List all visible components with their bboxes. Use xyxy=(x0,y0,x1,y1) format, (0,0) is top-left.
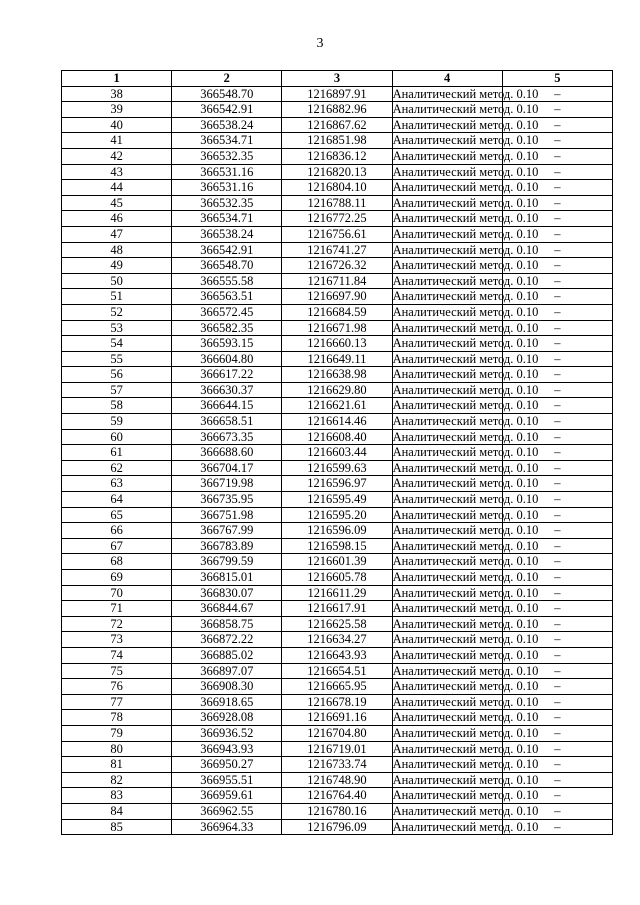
point-number-cell: 54 xyxy=(62,336,172,352)
method-cell: Аналитический метод. 0.10 xyxy=(392,414,539,429)
method-cell: Аналитический метод. 0.10 xyxy=(392,772,539,787)
table-row xyxy=(62,429,613,445)
table-row xyxy=(62,819,613,835)
x-coordinate-cell: 366751.98 xyxy=(172,507,282,523)
point-number-cell: 42 xyxy=(62,148,172,164)
method-cell: Аналитический метод. 0.10 xyxy=(392,507,539,522)
method-cell: Аналитический метод. 0.10 xyxy=(392,195,539,210)
table-row xyxy=(62,117,613,133)
note-cell: – xyxy=(502,694,612,710)
method-cell: Аналитический метод. 0.10 xyxy=(392,460,539,475)
table-row xyxy=(62,601,613,617)
note-cell: – xyxy=(502,117,612,133)
y-coordinate-cell: 1216867.62 xyxy=(282,117,392,133)
x-coordinate-cell: 366531.16 xyxy=(172,164,282,180)
table-row xyxy=(62,679,613,695)
note-cell: – xyxy=(502,460,612,476)
table-row xyxy=(62,616,613,632)
note-cell: – xyxy=(502,195,612,211)
x-coordinate-cell: 366604.80 xyxy=(172,351,282,367)
note-cell: – xyxy=(502,663,612,679)
table-header-row xyxy=(62,71,613,87)
x-coordinate-cell: 366538.24 xyxy=(172,117,282,133)
y-coordinate-cell: 1216665.95 xyxy=(282,679,392,695)
note-cell: – xyxy=(502,788,612,804)
y-coordinate-cell: 1216605.78 xyxy=(282,570,392,586)
y-coordinate-cell: 1216711.84 xyxy=(282,273,392,289)
note-cell: – xyxy=(502,819,612,835)
table-row xyxy=(62,741,613,757)
x-coordinate-cell: 366858.75 xyxy=(172,616,282,632)
point-number-cell: 81 xyxy=(62,757,172,773)
point-number-cell: 52 xyxy=(62,304,172,320)
table-row xyxy=(62,351,613,367)
method-cell: Аналитический метод. 0.10 xyxy=(392,741,539,756)
table-row xyxy=(62,382,613,398)
note-cell: – xyxy=(502,523,612,539)
page-number: 3 xyxy=(316,36,324,51)
column-header-1: 1 xyxy=(62,71,172,87)
table-row xyxy=(62,663,613,679)
point-number-cell: 48 xyxy=(62,242,172,258)
method-cell: Аналитический метод. 0.10 xyxy=(392,632,539,647)
x-coordinate-cell: 366928.08 xyxy=(172,710,282,726)
point-number-cell: 43 xyxy=(62,164,172,180)
note-cell: – xyxy=(502,647,612,663)
x-coordinate-cell: 366962.55 xyxy=(172,803,282,819)
table-row xyxy=(62,211,613,227)
table-row xyxy=(62,180,613,196)
table-row xyxy=(62,538,613,554)
table-body xyxy=(62,86,613,835)
point-number-cell: 68 xyxy=(62,554,172,570)
method-cell: Аналитический метод. 0.10 xyxy=(392,725,539,740)
y-coordinate-cell: 1216603.44 xyxy=(282,445,392,461)
method-cell: Аналитический метод. 0.10 xyxy=(392,585,539,600)
method-cell: Аналитический метод. 0.10 xyxy=(392,382,539,397)
point-number-cell: 47 xyxy=(62,226,172,242)
note-cell: – xyxy=(502,772,612,788)
y-coordinate-cell: 1216691.16 xyxy=(282,710,392,726)
point-number-cell: 59 xyxy=(62,414,172,430)
method-cell: Аналитический метод. 0.10 xyxy=(392,476,539,491)
note-cell: – xyxy=(502,757,612,773)
y-coordinate-cell: 1216629.80 xyxy=(282,382,392,398)
point-number-cell: 44 xyxy=(62,180,172,196)
table-row xyxy=(62,336,613,352)
point-number-cell: 39 xyxy=(62,102,172,118)
method-cell: Аналитический метод. 0.10 xyxy=(392,367,539,382)
x-coordinate-cell: 366548.70 xyxy=(172,258,282,274)
x-coordinate-cell: 366815.01 xyxy=(172,570,282,586)
y-coordinate-cell: 1216649.11 xyxy=(282,351,392,367)
table-row xyxy=(62,398,613,414)
y-coordinate-cell: 1216851.98 xyxy=(282,133,392,149)
point-number-cell: 76 xyxy=(62,679,172,695)
x-coordinate-cell: 366897.07 xyxy=(172,663,282,679)
table-row xyxy=(62,788,613,804)
method-cell: Аналитический метод. 0.10 xyxy=(392,429,539,444)
method-cell: Аналитический метод. 0.10 xyxy=(392,492,539,507)
point-number-cell: 66 xyxy=(62,523,172,539)
point-number-cell: 79 xyxy=(62,725,172,741)
point-number-cell: 74 xyxy=(62,647,172,663)
x-coordinate-cell: 366783.89 xyxy=(172,538,282,554)
note-cell: – xyxy=(502,351,612,367)
x-coordinate-cell: 366950.27 xyxy=(172,757,282,773)
point-number-cell: 58 xyxy=(62,398,172,414)
y-coordinate-cell: 1216599.63 xyxy=(282,460,392,476)
x-coordinate-cell: 366885.02 xyxy=(172,647,282,663)
table-row xyxy=(62,803,613,819)
table-row xyxy=(62,507,613,523)
table-row xyxy=(62,367,613,383)
note-cell: – xyxy=(502,538,612,554)
x-coordinate-cell: 366644.15 xyxy=(172,398,282,414)
y-coordinate-cell: 1216614.46 xyxy=(282,414,392,430)
point-number-cell: 75 xyxy=(62,663,172,679)
method-cell: Аналитический метод. 0.10 xyxy=(392,757,539,772)
table-row xyxy=(62,273,613,289)
point-number-cell: 78 xyxy=(62,710,172,726)
table-row xyxy=(62,148,613,164)
method-cell: Аналитический метод. 0.10 xyxy=(392,523,539,538)
point-number-cell: 65 xyxy=(62,507,172,523)
note-cell: – xyxy=(502,585,612,601)
point-number-cell: 72 xyxy=(62,616,172,632)
table-row xyxy=(62,289,613,305)
method-cell: Аналитический метод. 0.10 xyxy=(392,694,539,709)
method-cell: Аналитический метод. 0.10 xyxy=(392,242,539,257)
table-row xyxy=(62,710,613,726)
method-cell: Аналитический метод. 0.10 xyxy=(392,538,539,553)
note-cell: – xyxy=(502,320,612,336)
note-cell: – xyxy=(502,445,612,461)
note-cell: – xyxy=(502,273,612,289)
x-coordinate-cell: 366538.24 xyxy=(172,226,282,242)
point-number-cell: 84 xyxy=(62,803,172,819)
y-coordinate-cell: 1216638.98 xyxy=(282,367,392,383)
method-cell: Аналитический метод. 0.10 xyxy=(392,445,539,460)
note-cell: – xyxy=(502,226,612,242)
x-coordinate-cell: 366943.93 xyxy=(172,741,282,757)
x-coordinate-cell: 366964.33 xyxy=(172,819,282,835)
point-number-cell: 64 xyxy=(62,492,172,508)
y-coordinate-cell: 1216596.97 xyxy=(282,476,392,492)
method-cell: Аналитический метод. 0.10 xyxy=(392,102,539,117)
point-number-cell: 73 xyxy=(62,632,172,648)
table-row xyxy=(62,304,613,320)
y-coordinate-cell: 1216596.09 xyxy=(282,523,392,539)
x-coordinate-cell: 366531.16 xyxy=(172,180,282,196)
note-cell: – xyxy=(502,616,612,632)
method-cell: Аналитический метод. 0.10 xyxy=(392,180,539,195)
point-number-cell: 45 xyxy=(62,195,172,211)
x-coordinate-cell: 366593.15 xyxy=(172,336,282,352)
note-cell: – xyxy=(502,148,612,164)
table-row xyxy=(62,694,613,710)
point-number-cell: 60 xyxy=(62,429,172,445)
x-coordinate-cell: 366534.71 xyxy=(172,133,282,149)
y-coordinate-cell: 1216643.93 xyxy=(282,647,392,663)
method-cell: Аналитический метод. 0.10 xyxy=(392,803,539,818)
method-cell: Аналитический метод. 0.10 xyxy=(392,351,539,366)
table-row xyxy=(62,226,613,242)
table-row xyxy=(62,725,613,741)
note-cell: – xyxy=(502,211,612,227)
table-row xyxy=(62,492,613,508)
method-cell: Аналитический метод. 0.10 xyxy=(392,86,539,101)
table-row xyxy=(62,554,613,570)
column-header-3: 3 xyxy=(282,71,392,87)
x-coordinate-cell: 366630.37 xyxy=(172,382,282,398)
y-coordinate-cell: 1216804.10 xyxy=(282,180,392,196)
y-coordinate-cell: 1216601.39 xyxy=(282,554,392,570)
x-coordinate-cell: 366688.60 xyxy=(172,445,282,461)
y-coordinate-cell: 1216741.27 xyxy=(282,242,392,258)
x-coordinate-cell: 366955.51 xyxy=(172,772,282,788)
x-coordinate-cell: 366767.99 xyxy=(172,523,282,539)
note-cell: – xyxy=(502,398,612,414)
y-coordinate-cell: 1216772.25 xyxy=(282,211,392,227)
y-coordinate-cell: 1216611.29 xyxy=(282,585,392,601)
point-number-cell: 38 xyxy=(62,86,172,102)
table-row xyxy=(62,133,613,149)
column-header-2: 2 xyxy=(172,71,282,87)
note-cell: – xyxy=(502,382,612,398)
x-coordinate-cell: 366844.67 xyxy=(172,601,282,617)
note-cell: – xyxy=(502,554,612,570)
point-number-cell: 62 xyxy=(62,460,172,476)
point-number-cell: 61 xyxy=(62,445,172,461)
point-number-cell: 50 xyxy=(62,273,172,289)
point-number-cell: 83 xyxy=(62,788,172,804)
column-header-4: 4 xyxy=(392,71,502,87)
x-coordinate-cell: 366918.65 xyxy=(172,694,282,710)
note-cell: – xyxy=(502,258,612,274)
point-number-cell: 40 xyxy=(62,117,172,133)
method-cell: Аналитический метод. 0.10 xyxy=(392,117,539,132)
x-coordinate-cell: 366563.51 xyxy=(172,289,282,305)
table-row xyxy=(62,86,613,102)
method-cell: Аналитический метод. 0.10 xyxy=(392,211,539,226)
x-coordinate-cell: 366673.35 xyxy=(172,429,282,445)
note-cell: – xyxy=(502,803,612,819)
x-coordinate-cell: 366532.35 xyxy=(172,148,282,164)
method-cell: Аналитический метод. 0.10 xyxy=(392,679,539,694)
point-number-cell: 55 xyxy=(62,351,172,367)
point-number-cell: 85 xyxy=(62,819,172,835)
method-cell: Аналитический метод. 0.10 xyxy=(392,226,539,241)
method-cell: Аналитический метод. 0.10 xyxy=(392,647,539,662)
x-coordinate-cell: 366548.70 xyxy=(172,86,282,102)
point-number-cell: 80 xyxy=(62,741,172,757)
method-cell: Аналитический метод. 0.10 xyxy=(392,601,539,616)
table-row xyxy=(62,164,613,180)
y-coordinate-cell: 1216733.74 xyxy=(282,757,392,773)
note-cell: – xyxy=(502,741,612,757)
point-number-cell: 70 xyxy=(62,585,172,601)
y-coordinate-cell: 1216820.13 xyxy=(282,164,392,180)
table-row xyxy=(62,757,613,773)
note-cell: – xyxy=(502,304,612,320)
y-coordinate-cell: 1216671.98 xyxy=(282,320,392,336)
point-number-cell: 49 xyxy=(62,258,172,274)
x-coordinate-cell: 366799.59 xyxy=(172,554,282,570)
note-cell: – xyxy=(502,570,612,586)
note-cell: – xyxy=(502,164,612,180)
y-coordinate-cell: 1216756.61 xyxy=(282,226,392,242)
y-coordinate-cell: 1216788.11 xyxy=(282,195,392,211)
method-cell: Аналитический метод. 0.10 xyxy=(392,320,539,335)
y-coordinate-cell: 1216704.80 xyxy=(282,725,392,741)
point-number-cell: 71 xyxy=(62,601,172,617)
note-cell: – xyxy=(502,601,612,617)
y-coordinate-cell: 1216726.32 xyxy=(282,258,392,274)
table-row xyxy=(62,647,613,663)
note-cell: – xyxy=(502,679,612,695)
note-cell: – xyxy=(502,367,612,383)
note-cell: – xyxy=(502,429,612,445)
table-row xyxy=(62,585,613,601)
x-coordinate-cell: 366617.22 xyxy=(172,367,282,383)
table-row xyxy=(62,476,613,492)
x-coordinate-cell: 366534.71 xyxy=(172,211,282,227)
table-row xyxy=(62,414,613,430)
note-cell: – xyxy=(502,492,612,508)
y-coordinate-cell: 1216748.90 xyxy=(282,772,392,788)
y-coordinate-cell: 1216719.01 xyxy=(282,741,392,757)
y-coordinate-cell: 1216625.58 xyxy=(282,616,392,632)
table-row xyxy=(62,632,613,648)
method-cell: Аналитический метод. 0.10 xyxy=(392,663,539,678)
x-coordinate-cell: 366830.07 xyxy=(172,585,282,601)
x-coordinate-cell: 366658.51 xyxy=(172,414,282,430)
y-coordinate-cell: 1216621.61 xyxy=(282,398,392,414)
x-coordinate-cell: 366704.17 xyxy=(172,460,282,476)
method-cell: Аналитический метод. 0.10 xyxy=(392,570,539,584)
method-cell: Аналитический метод. 0.10 xyxy=(392,304,539,319)
method-cell: Аналитический метод. 0.10 xyxy=(392,273,539,288)
x-coordinate-cell: 366572.45 xyxy=(172,304,282,320)
point-number-cell: 57 xyxy=(62,382,172,398)
method-cell: Аналитический метод. 0.10 xyxy=(392,164,539,179)
column-header-5: 5 xyxy=(502,71,612,87)
y-coordinate-cell: 1216780.16 xyxy=(282,803,392,819)
table-row xyxy=(62,320,613,336)
method-cell: Аналитический метод. 0.10 xyxy=(392,289,539,304)
method-cell: Аналитический метод. 0.10 xyxy=(392,616,539,631)
x-coordinate-cell: 366719.98 xyxy=(172,476,282,492)
method-cell: Аналитический метод. 0.10 xyxy=(392,133,539,148)
x-coordinate-cell: 366582.35 xyxy=(172,320,282,336)
y-coordinate-cell: 1216660.13 xyxy=(282,336,392,352)
note-cell: – xyxy=(502,133,612,149)
point-number-cell: 63 xyxy=(62,476,172,492)
x-coordinate-cell: 366532.35 xyxy=(172,195,282,211)
x-coordinate-cell: 366735.95 xyxy=(172,492,282,508)
note-cell: – xyxy=(502,507,612,523)
method-cell: Аналитический метод. 0.10 xyxy=(392,336,539,351)
y-coordinate-cell: 1216654.51 xyxy=(282,663,392,679)
method-cell: Аналитический метод. 0.10 xyxy=(392,710,539,725)
table-row xyxy=(62,570,613,586)
table-row xyxy=(62,523,613,539)
y-coordinate-cell: 1216598.15 xyxy=(282,538,392,554)
table-row xyxy=(62,102,613,118)
point-number-cell: 69 xyxy=(62,570,172,586)
x-coordinate-cell: 366555.58 xyxy=(172,273,282,289)
method-cell: Аналитический метод. 0.10 xyxy=(392,258,539,273)
point-number-cell: 53 xyxy=(62,320,172,336)
method-cell: Аналитический метод. 0.10 xyxy=(392,398,539,413)
y-coordinate-cell: 1216882.96 xyxy=(282,102,392,118)
y-coordinate-cell: 1216684.59 xyxy=(282,304,392,320)
method-cell: Аналитический метод. 0.10 xyxy=(392,788,539,803)
note-cell: – xyxy=(502,180,612,196)
table-row xyxy=(62,258,613,274)
y-coordinate-cell: 1216634.27 xyxy=(282,632,392,648)
x-coordinate-cell: 366936.52 xyxy=(172,725,282,741)
y-coordinate-cell: 1216796.09 xyxy=(282,819,392,835)
y-coordinate-cell: 1216764.40 xyxy=(282,788,392,804)
note-cell: – xyxy=(502,632,612,648)
note-cell: – xyxy=(502,86,612,102)
note-cell: – xyxy=(502,710,612,726)
note-cell: – xyxy=(502,289,612,305)
x-coordinate-cell: 366959.61 xyxy=(172,788,282,804)
method-cell: Аналитический метод. 0.10 xyxy=(392,554,539,569)
coordinates-table xyxy=(61,70,613,835)
y-coordinate-cell: 1216836.12 xyxy=(282,148,392,164)
y-coordinate-cell: 1216697.90 xyxy=(282,289,392,305)
note-cell: – xyxy=(502,476,612,492)
point-number-cell: 46 xyxy=(62,211,172,227)
table-row xyxy=(62,242,613,258)
table-row xyxy=(62,195,613,211)
method-cell: Аналитический метод. 0.10 xyxy=(392,819,539,834)
y-coordinate-cell: 1216897.91 xyxy=(282,86,392,102)
note-cell: – xyxy=(502,336,612,352)
note-cell: – xyxy=(502,725,612,741)
y-coordinate-cell: 1216595.49 xyxy=(282,492,392,508)
point-number-cell: 82 xyxy=(62,772,172,788)
note-cell: – xyxy=(502,414,612,430)
y-coordinate-cell: 1216617.91 xyxy=(282,601,392,617)
table-row xyxy=(62,460,613,476)
x-coordinate-cell: 366542.91 xyxy=(172,242,282,258)
y-coordinate-cell: 1216595.20 xyxy=(282,507,392,523)
x-coordinate-cell: 366542.91 xyxy=(172,102,282,118)
point-number-cell: 67 xyxy=(62,538,172,554)
note-cell: – xyxy=(502,102,612,118)
point-number-cell: 51 xyxy=(62,289,172,305)
y-coordinate-cell: 1216678.19 xyxy=(282,694,392,710)
y-coordinate-cell: 1216608.40 xyxy=(282,429,392,445)
note-cell: – xyxy=(502,242,612,258)
table-row xyxy=(62,445,613,461)
point-number-cell: 41 xyxy=(62,133,172,149)
x-coordinate-cell: 366908.30 xyxy=(172,679,282,695)
table-row xyxy=(62,772,613,788)
method-cell: Аналитический метод. 0.10 xyxy=(392,148,539,163)
point-number-cell: 77 xyxy=(62,694,172,710)
point-number-cell: 56 xyxy=(62,367,172,383)
x-coordinate-cell: 366872.22 xyxy=(172,632,282,648)
